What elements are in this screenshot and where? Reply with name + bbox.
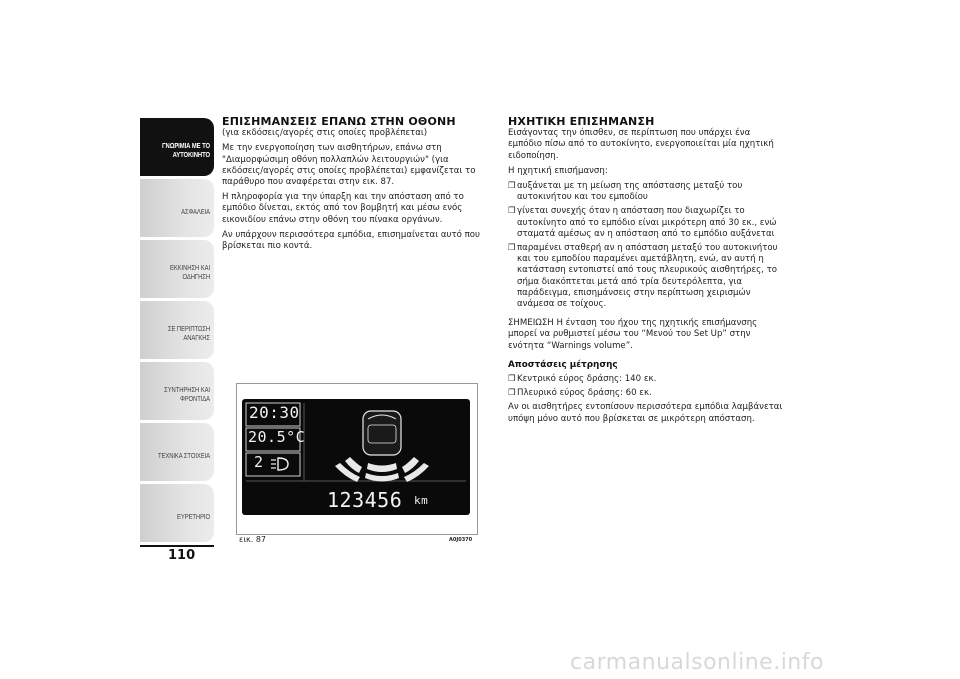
car-icon — [363, 411, 401, 455]
figure-caption: εικ. 87 — [239, 535, 267, 544]
list-item: ❒ παραμένει σταθερή αν η απόσταση μεταξύ του αυτοκινήτου και του εμποδίου παραμένει αμετάβλητη, ενώ, αν αυτή η κατάσταση εντοπιστεί από τους πλευρικούς αισθητήρες, το σήμα διακόπτεται μετά από τρία δευτερόλεπτα, για παράδειγμα, επισημάνσεις στην περίπτωση χειρισμών ανάμεσα σε τοίχους. — [508, 243, 778, 310]
list-item: ❒ γίνεται συνεχής όταν η απόσταση που διαχωρίζει το αυτοκίνητο από το εμπόδιο είναι μικρότερη από 30 εκ., ενώ σταματά αμέσως αν η απόσταση από το εμπόδιο αυξάνεται — [508, 206, 777, 239]
section-title-distances: Αποστάσεις μέτρησης — [508, 359, 618, 370]
figure-code: A0J0370 — [449, 537, 473, 543]
gear-readout: 2 — [254, 453, 264, 471]
paragraph: Εισάγοντας την όπισθεν, σε περίπτωση που υπάρχει ένα εμπόδιο πίσω από το αυτοκίνητο, ενεργοποιείται μία ηχητική ειδοποίηση. — [508, 128, 774, 161]
watermark: carmanualsonline.info — [570, 650, 824, 675]
tab-technical-data[interactable]: ΤΕΧΝΙΚΑ ΣΤΟΙΧΕΙΑ — [140, 423, 214, 481]
page-number: 110 — [168, 548, 196, 563]
tab-emergency[interactable]: ΣΕ ΠΕΡΙΠΤΩΣΗ ΑΝΑΓΚΗΣ — [140, 301, 214, 359]
page-number-rule — [140, 545, 214, 547]
checkbox-bullet-icon: ❒ — [508, 181, 516, 192]
temperature-readout: 20.5°C — [248, 428, 306, 446]
tab-safety[interactable]: ΑΣΦΑΛΕΙΑ — [140, 179, 214, 237]
paragraph: Αν οι αισθητήρες εντοπίσουν περισσότερα εμπόδια λαμβάνεται υπόψη μόνο αυτό που βρίσκεται σε μικρότερη απόσταση. — [508, 402, 783, 424]
paragraph: Αν υπάρχουν περισσότερα εμπόδια, επισημαίνεται αυτό που βρίσκεται πιο κοντά. — [222, 229, 481, 252]
checkbox-bullet-icon: ❒ — [508, 374, 516, 385]
checkbox-bullet-icon: ❒ — [508, 206, 516, 217]
paragraph: Με την ενεργοποίηση των αισθητήρων, επάνω στη "Διαμορφώσιμη οθόνη πολλαπλών λειτουργιών" (για εκδόσεις/αγορές στις οποίες προβλέπεται) εμφανίζεται το παράθυρο που αναφέρεται στην εικ. 87. — [222, 143, 476, 188]
clock-readout: 20:30 — [249, 403, 300, 422]
list-item: ❒ αυξάνεται με τη μείωση της απόστασης μεταξύ του αυτοκινήτου και του εμποδίου — [508, 181, 743, 203]
note-paragraph: ΣΗΜΕΙΩΣΗ Η ένταση του ήχου της ηχητικής επισήμανσης μπορεί να ρυθμιστεί μέσω του “Μενού του Set Up” στην ενότητα “Warnings volume”. — [508, 318, 758, 351]
left-column — [222, 116, 484, 256]
tab-getting-to-know-car[interactable]: ΓΝΩΡΙΜΙΑ ΜΕ ΤΟ ΑΥΤΟΚΙΝΗΤΟ — [140, 118, 214, 176]
checkbox-bullet-icon: ❒ — [508, 388, 516, 399]
section-subtitle: (για εκδόσεις/αγορές στις οποίες προβλέπεται) — [222, 128, 428, 139]
tab-index[interactable]: ΕΥΡΕΤΗΡΙΟ — [140, 484, 214, 542]
odometer-readout: 123456 — [327, 488, 403, 512]
list-item: ❒ Πλευρικό εύρος δράσης: 60 εκ. — [508, 388, 652, 399]
tab-starting-driving[interactable]: ΕΚΚΙΝΗΣΗ ΚΑΙ ΟΔΗΓΗΣΗ — [140, 240, 214, 298]
paragraph: Η ηχητική επισήμανση: — [508, 165, 608, 176]
section-title-display: ΕΠΙΣΗΜΑΝΣΕΙΣ ΕΠΑΝΩ ΣΤΗΝ ΟΘΟΝΗ — [222, 115, 456, 128]
headlight-icon — [270, 455, 290, 473]
checkbox-bullet-icon: ❒ — [508, 243, 516, 254]
list-item: ❒ Κεντρικό εύρος δράσης: 140 εκ. — [508, 374, 657, 385]
odometer-unit: km — [414, 494, 429, 507]
chapter-sidebar — [140, 118, 214, 545]
right-column — [508, 116, 786, 429]
section-title-acoustic: ΗΧΗΤΙΚΗ ΕΠΙΣΗΜΑΝΣΗ — [508, 115, 655, 128]
tab-maintenance[interactable]: ΣΥΝΤΗΡΗΣΗ ΚΑΙ ΦΡΟΝΤΙΔΑ — [140, 362, 214, 420]
paragraph: Η πληροφορία για την ύπαρξη και την απόσταση από το εμπόδιο δίνεται, εκτός από τον βομβητή και μέσω ενός εικονιδίου επάνω στην οθόνη του πίνακα οργάνων. — [222, 192, 464, 225]
